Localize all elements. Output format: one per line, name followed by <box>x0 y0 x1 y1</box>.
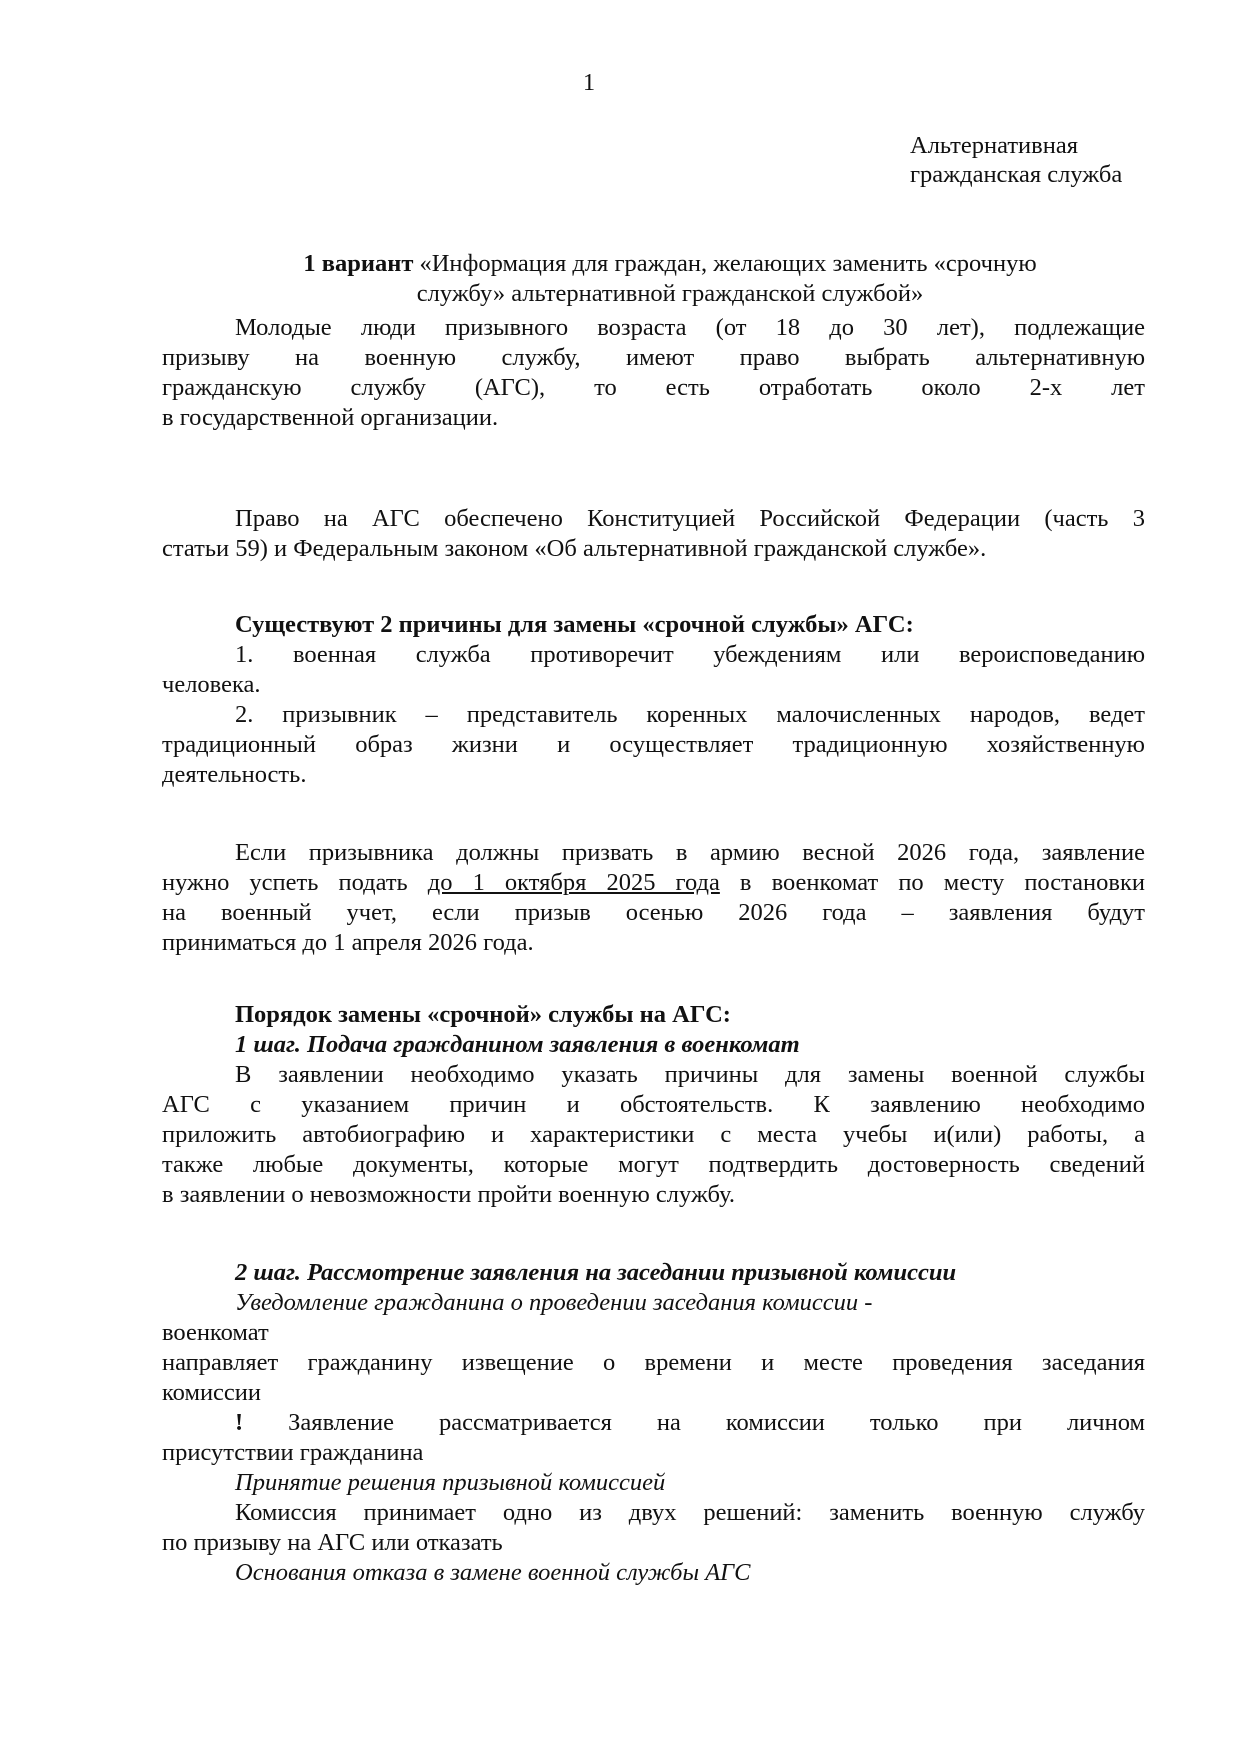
text-line: традиционный образ жизни и осуществляет традиционную хозяйственную <box>162 731 1145 758</box>
notice-subheading: Уведомление гражданина о проведении заседания комиссии - <box>235 1289 873 1316</box>
text-line: также любые документы, которые могут подтвердить достоверность сведений <box>162 1151 1145 1178</box>
title-line-1-text: «Информация для граждан, желающих заменить «срочную <box>413 250 1037 277</box>
text-line: комиссии <box>162 1379 262 1406</box>
deadline-text: в военкомат по месту постановки <box>719 869 1145 896</box>
text-line: Комиссия принимает одно из двух решений: заменить военную службу <box>235 1499 1145 1526</box>
reason-item-2: 2. призывник – представитель коренных малочисленных народов, ведет <box>235 701 1145 728</box>
text-line: АГС с указанием причин и обстоятельств. К заявлению необходимо <box>162 1091 1145 1118</box>
text-line: присутствии гражданина <box>162 1439 424 1466</box>
procedure-section <box>162 1000 1145 1210</box>
category-line-2: гражданская служба <box>910 161 1123 188</box>
text-line: на военный учет, если призыв осенью 2026 года – заявления будут <box>162 899 1145 926</box>
procedure-heading: Порядок замены «срочной» службы на АГС: <box>235 1001 731 1028</box>
text-line: в заявлении о невозможности пройти военную службу. <box>162 1181 735 1208</box>
text-line: гражданскую службу (АГС), то есть отработать около 2-х лет <box>162 374 1145 401</box>
page-number: 1 <box>582 69 596 96</box>
category-line-1: Альтернативная <box>910 132 1078 159</box>
deadline-text: нужно успеть подать <box>162 869 428 896</box>
text-line: направляет гражданину извещение о времени и месте проведения заседания <box>162 1349 1145 1376</box>
step-1-title: 1 шаг. Подача гражданином заявления в военкомат <box>235 1031 800 1058</box>
text-line: приниматься до 1 апреля 2026 года. <box>162 929 534 956</box>
deadline-paragraph <box>162 838 1145 958</box>
deadline-date: до 1 октября 2025 года <box>427 869 720 896</box>
text-line: деятельность. <box>162 761 307 788</box>
text-line: статьи 59) и Федеральным законом «Об альтернативной гражданской службе». <box>162 535 987 562</box>
warning-mark: ! <box>235 1409 244 1436</box>
title-line-2: службу» альтернативной гражданской службой» <box>416 280 924 307</box>
step-2-section <box>162 1258 1145 1588</box>
text-line: человека. <box>162 671 261 698</box>
text-line: по призыву на АГС или отказать <box>162 1529 503 1556</box>
document-title <box>190 249 1150 309</box>
text-line: Молодые люди призывного возраста (от 18 до 30 лет), подлежащие <box>235 314 1145 341</box>
document-category-note <box>910 131 1122 189</box>
text-line: военкомат <box>162 1319 269 1346</box>
title-variant-label: 1 вариант <box>303 250 414 277</box>
warning-text: Заявление рассматривается на комиссии только при личном <box>243 1409 1145 1436</box>
text-line: в государственной организации. <box>162 404 499 431</box>
refusal-subheading: Основания отказа в замене военной службы АГС <box>235 1559 751 1586</box>
text-line: Право на АГС обеспечено Конституцией Российской Федерации (часть 3 <box>235 505 1145 532</box>
title-line-1 <box>190 249 1150 279</box>
text-line: Если призывника должны призвать в армию весной 2026 года, заявление <box>235 839 1145 866</box>
reasons-section <box>162 610 1145 790</box>
step-2-title: 2 шаг. Рассмотрение заявления на заседании призывной комиссии <box>235 1259 957 1286</box>
legal-basis-paragraph <box>162 504 1145 564</box>
text-line: приложить автобиографию и характеристики с места учебы и(или) работы, а <box>162 1121 1145 1148</box>
reasons-heading: Существуют 2 причины для замены «срочной службы» АГС: <box>235 611 914 638</box>
text-line: призыву на военную службу, имеют право выбрать альтернативную <box>162 344 1145 371</box>
intro-paragraph <box>162 313 1145 433</box>
text-line <box>162 868 1145 898</box>
text-line: В заявлении необходимо указать причины для замены военной службы <box>235 1061 1145 1088</box>
reason-item-1: 1. военная служба противоречит убеждениям или вероисповеданию <box>235 641 1145 668</box>
decision-subheading: Принятие решения призывной комиссией <box>235 1469 666 1496</box>
warning-line <box>162 1408 1145 1438</box>
